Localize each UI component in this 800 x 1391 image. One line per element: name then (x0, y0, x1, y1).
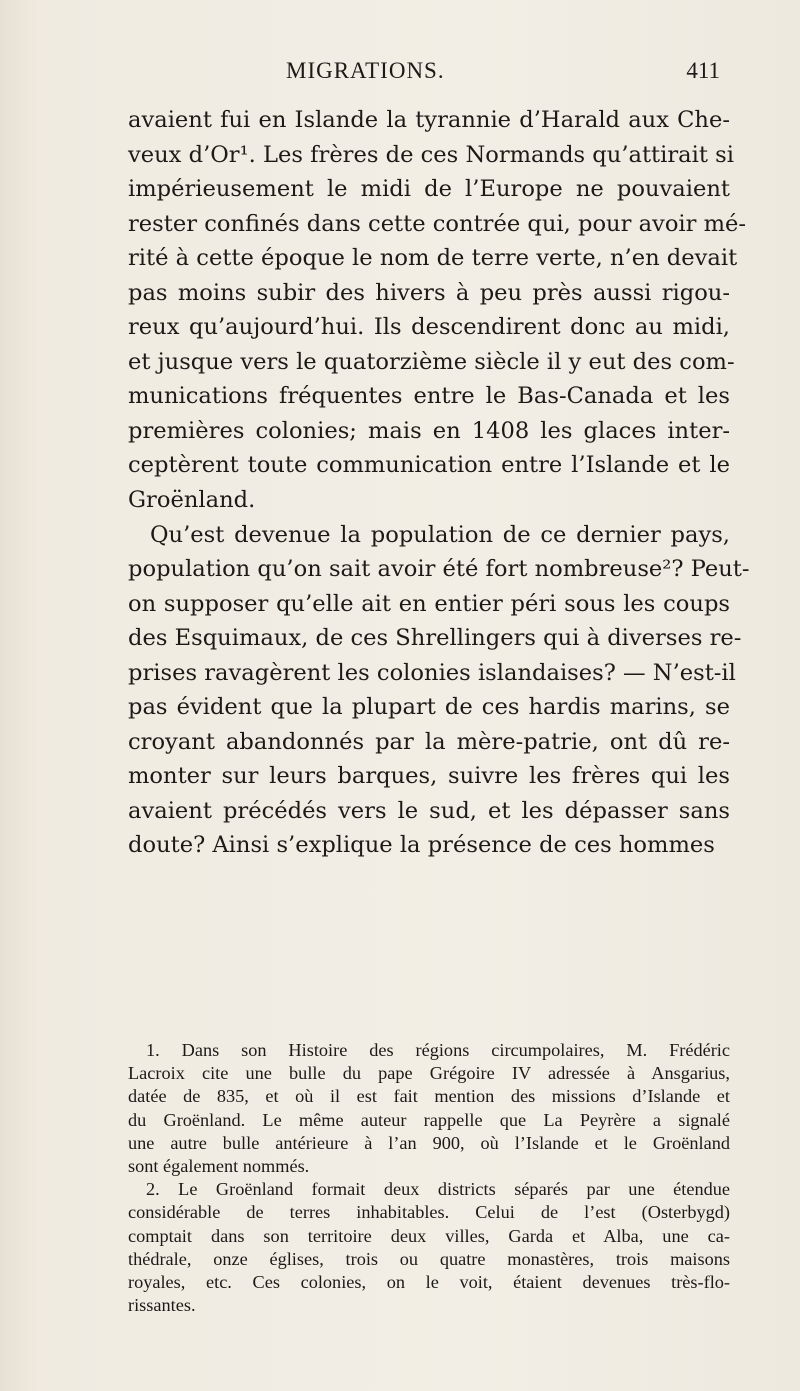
running-head (270, 58, 720, 88)
text-line: Groënland. (128, 487, 256, 514)
running-title: MIGRATIONS. (286, 58, 445, 83)
footnote-line: 1. Dans son Histoire des régions circumpolaires, M. Frédéric (146, 1040, 730, 1060)
text-line: rester confinés dans cette contrée qui, pour avoir mé- (128, 210, 747, 237)
footnote-line: 2. Le Groënland formait deux districts séparés par une étendue (146, 1179, 730, 1200)
footnote-line: royales, etc. Ces colonies, on le voit, étaient devenues très-flo- (128, 1271, 730, 1292)
footnotes (128, 1039, 730, 1317)
text-line: premières colonies; mais en 1408 les glaces inter- (128, 417, 730, 444)
text-line: pas moins subir des hivers à peu près aussi rigou- (128, 279, 730, 306)
text-line: population qu’on sait avoir été fort nombreuse²? Peut- (128, 556, 750, 583)
text-line: avaient fui en Islande la tyrannie d’Harald aux Che- (128, 107, 730, 133)
footnote-line: datée de 835, et où il est fait mention des missions d’Islande et (128, 1086, 730, 1107)
text-line: monter sur leurs barques, suivre les frères qui les (128, 763, 730, 790)
text-line: doute? Ainsi s’explique la présence de ces hommes (128, 832, 715, 859)
page-number: 411 (686, 58, 720, 83)
text-line: des Esquimaux, de ces Shrellingers qui à diverses re- (128, 625, 742, 652)
footnote-line: thédrale, onze églises, trois ou quatre monastères, trois maisons (128, 1248, 730, 1269)
text-line: impérieusement le midi de l’Europe ne pouvaient (128, 176, 730, 203)
footnote-line: du Groënland. Le même auteur rappelle que La Peyrère a signalé (128, 1109, 730, 1130)
text-line: croyant abandonnés par la mère-patrie, ont dû re- (128, 728, 730, 755)
footnote-line: sont également nommés. (128, 1155, 310, 1176)
main-text (128, 103, 750, 863)
footnote-line: Lacroix cite une bulle du pape Grégoire IV adressée à Ansgarius, (128, 1063, 730, 1084)
text-line: reux qu’aujourd’hui. Ils descendirent donc au midi, (128, 314, 730, 341)
text-line: munications fréquentes entre le Bas-Canada et les (128, 383, 730, 410)
text-line: Qu’est devenue la population de ce dernier pays, (150, 521, 730, 548)
text-line: prises ravagèrent les colonies islandaises? — N’est-il (128, 659, 736, 686)
footnote-line: une autre bulle antérieure à l’an 900, où l’Islande et le Groënland (128, 1132, 730, 1153)
text-line: veux d’Or¹. Les frères de ces Normands qu’attirait si (128, 141, 734, 168)
footnote-line: rissantes. (128, 1295, 196, 1316)
footnote-line: comptait dans son territoire deux villes, Garda et Alba, une ca- (128, 1225, 730, 1246)
text-line: ceptèrent toute communication entre l’Islande et le (128, 452, 730, 479)
text-line: et jusque vers le quatorzième siècle il y eut des com- (128, 348, 735, 375)
text-line: pas évident que la plupart de ces hardis marins, se (128, 694, 730, 721)
text-line: avaient précédés vers le sud, et les dépasser sans (128, 797, 730, 824)
text-line: on supposer qu’elle ait en entier péri sous les coups (128, 590, 730, 617)
text-line: rité à cette époque le nom de terre verte, n’en devait (128, 245, 738, 272)
footnote-line: considérable de terres inhabitables. Celui de l’est (Osterbygd) (128, 1202, 730, 1223)
